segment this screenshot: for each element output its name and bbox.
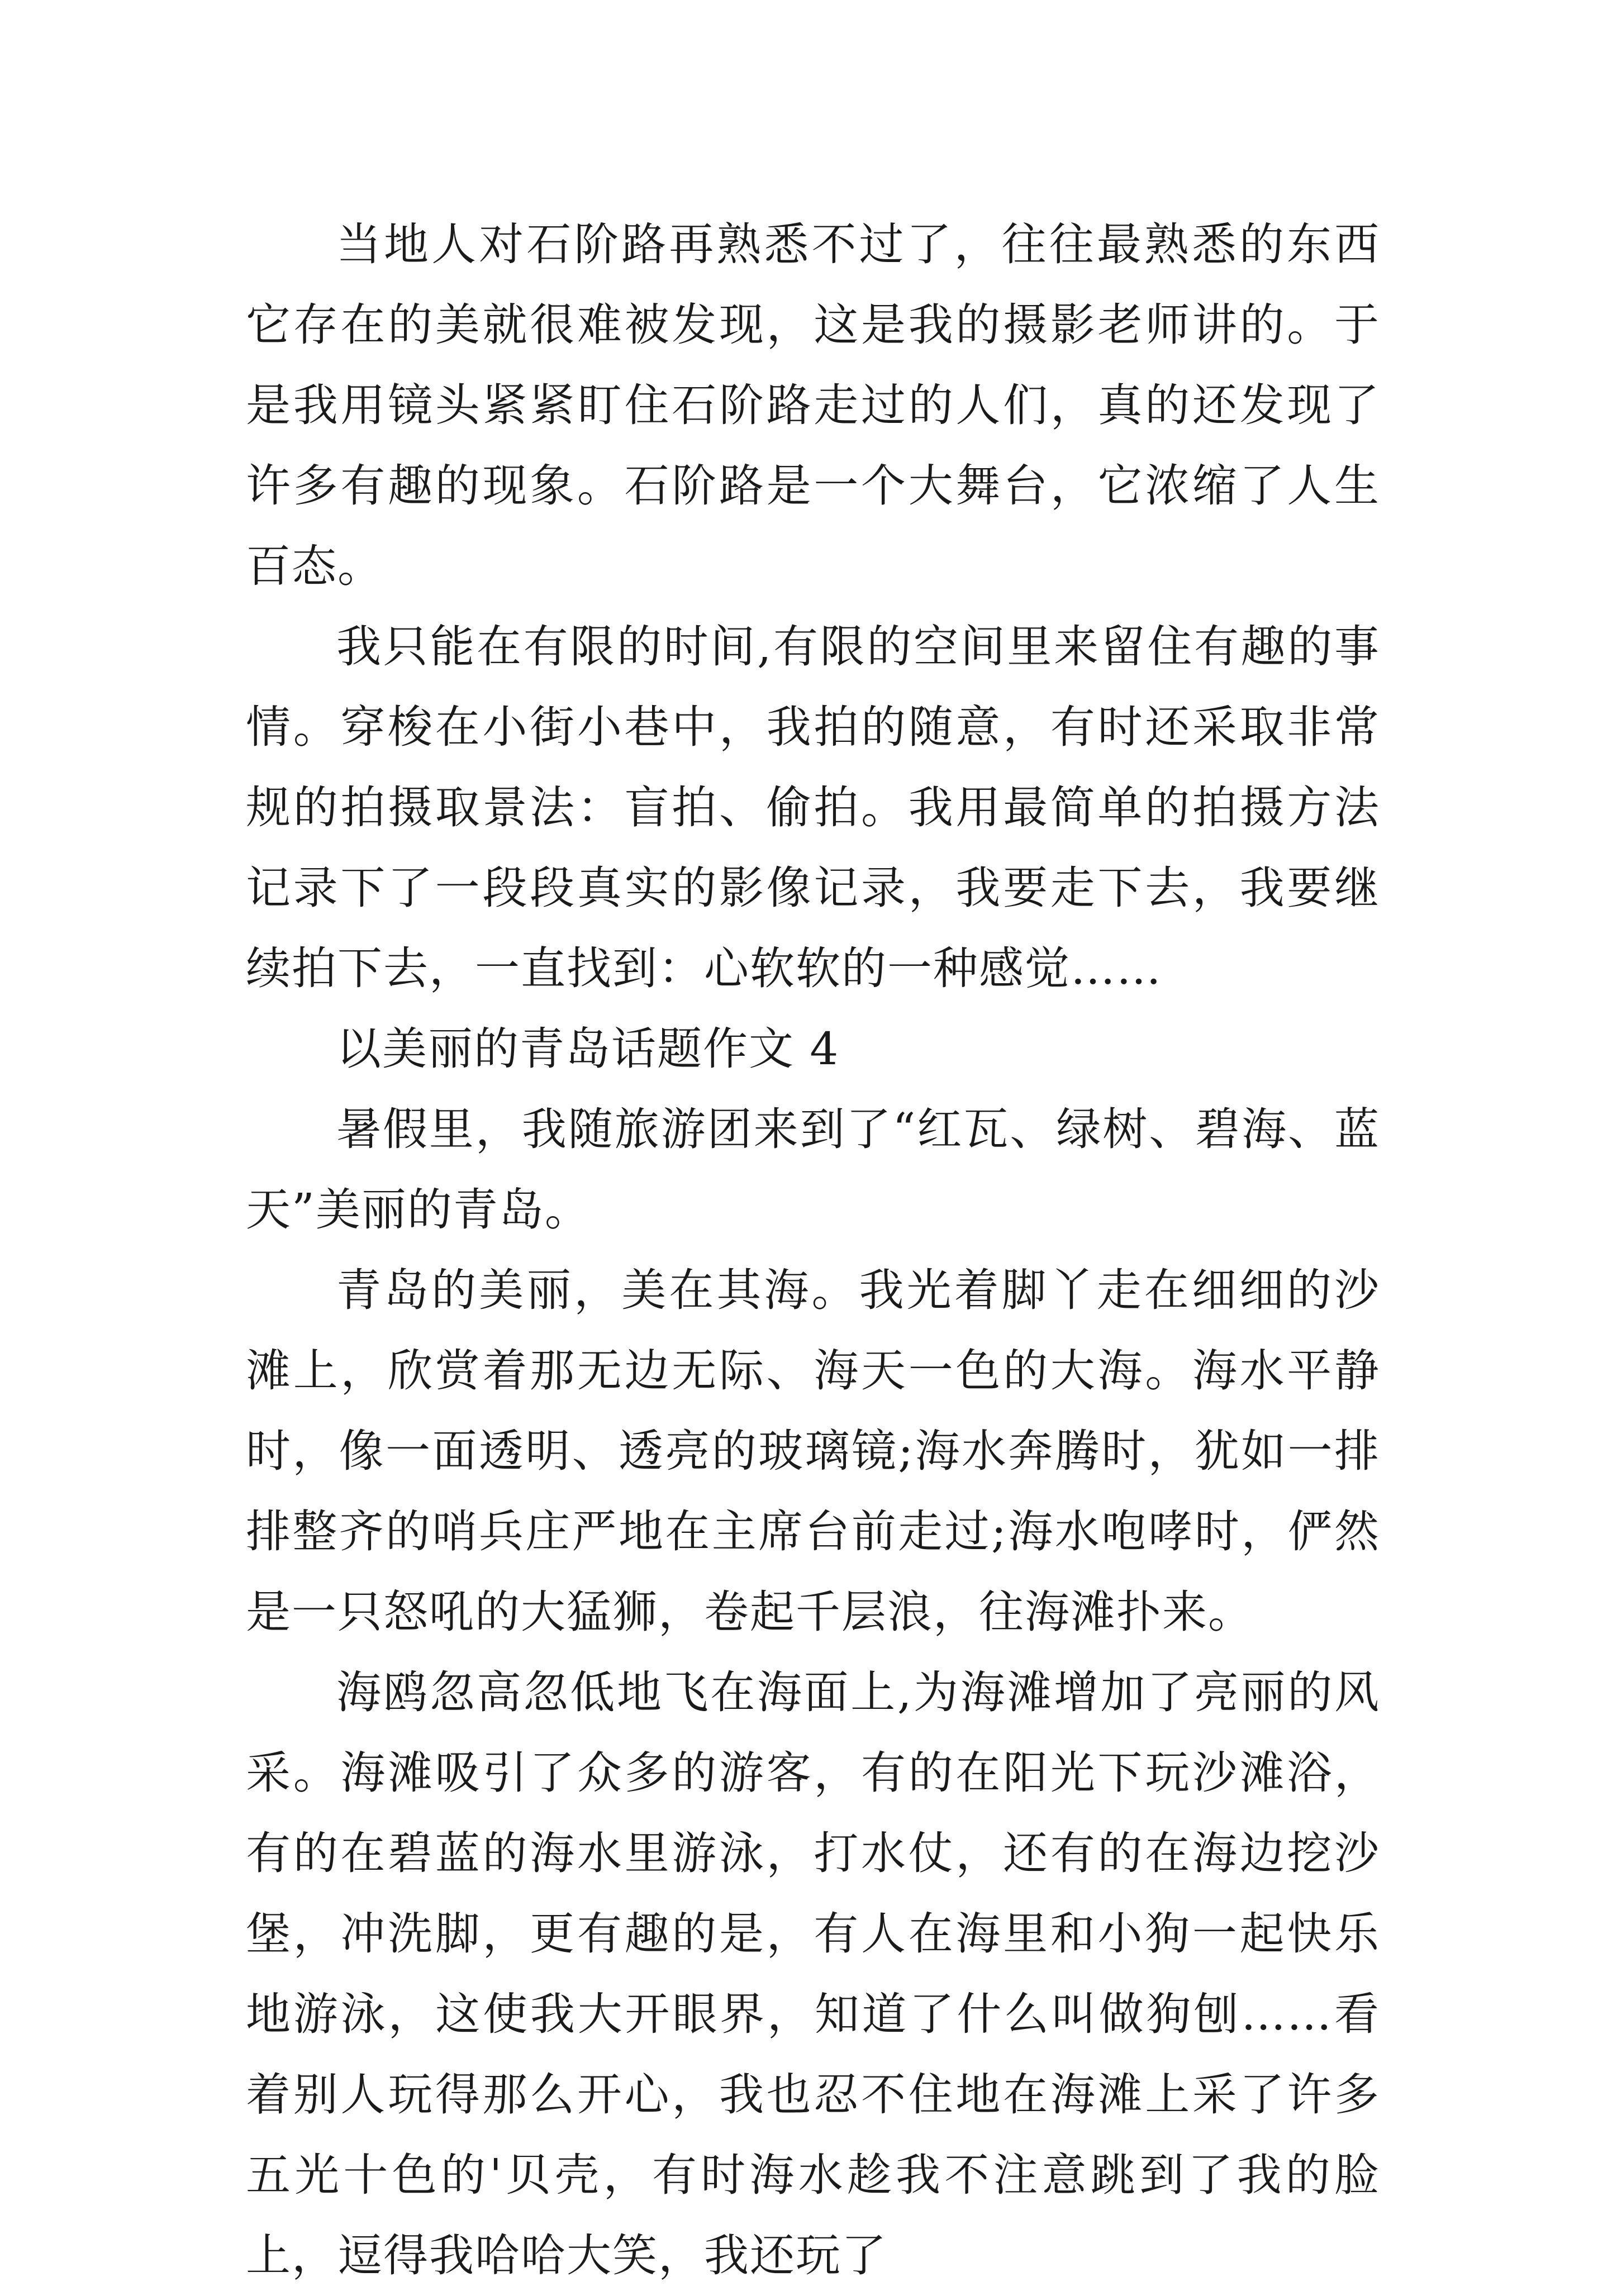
paragraph-limited-time: 我只能在有限的时间,有限的空间里来留住有趣的事情。穿梭在小街小巷中，我拍的随意，有时还采取非常规的拍摄取景法：盲拍、偷拍。我用最简单的拍摄方法记录下了一段段真实的影像记录，我要走下去，我要继续拍下去，一直找到：心软软的一种感觉…… [246,621,1380,994]
document-body [246,204,1380,2296]
section-title: 以美丽的青岛话题作文 4 [336,1023,840,1075]
paragraph-sea-beauty: 青岛的美丽，美在其海。我光着脚丫走在细细的沙滩上，欣赏着那无边无际、海天一色的大海。海水平静时，像一面透明、透亮的玻璃镜;海水奔腾时，犹如一排排整齐的哨兵庄严地在主席台前走过;海水咆哮时，俨然是一只怒吼的大猛狮，卷起千层浪，往海滩扑来。 [246,1264,1380,1638]
paragraph-stone-steps: 当地人对石阶路再熟悉不过了，往往最熟悉的东西它存在的美就很难被发现，这是我的摄影老师讲的。于是我用镜头紧紧盯住石阶路走过的人们，真的还发现了许多有趣的现象。石阶路是一个大舞台，它浓缩了人生百态。 [246,218,1380,592]
paragraph-summer-trip: 暑假里，我随旅游团来到了“红瓦、绿树、碧海、蓝天”美丽的青岛。 [246,1103,1380,1236]
paragraph-seagulls-beach: 海鸥忽高忽低地飞在海面上,为海滩增加了亮丽的风采。海滩吸引了众多的游客，有的在阳光下玩沙滩浴，有的在碧蓝的海水里游泳，打水仗，还有的在海边挖沙堡，冲洗脚，更有趣的是，有人在海里和小狗一起快乐地游泳，这使我大开眼界，知道了什么叫做狗刨……看着别人玩得那么开心，我也忍不住地在海滩上采了许多五光十色的'贝壳，有时海水趁我不注意跳到了我的脸上，逗得我哈哈大笑，我还玩了 [246,1666,1380,2281]
